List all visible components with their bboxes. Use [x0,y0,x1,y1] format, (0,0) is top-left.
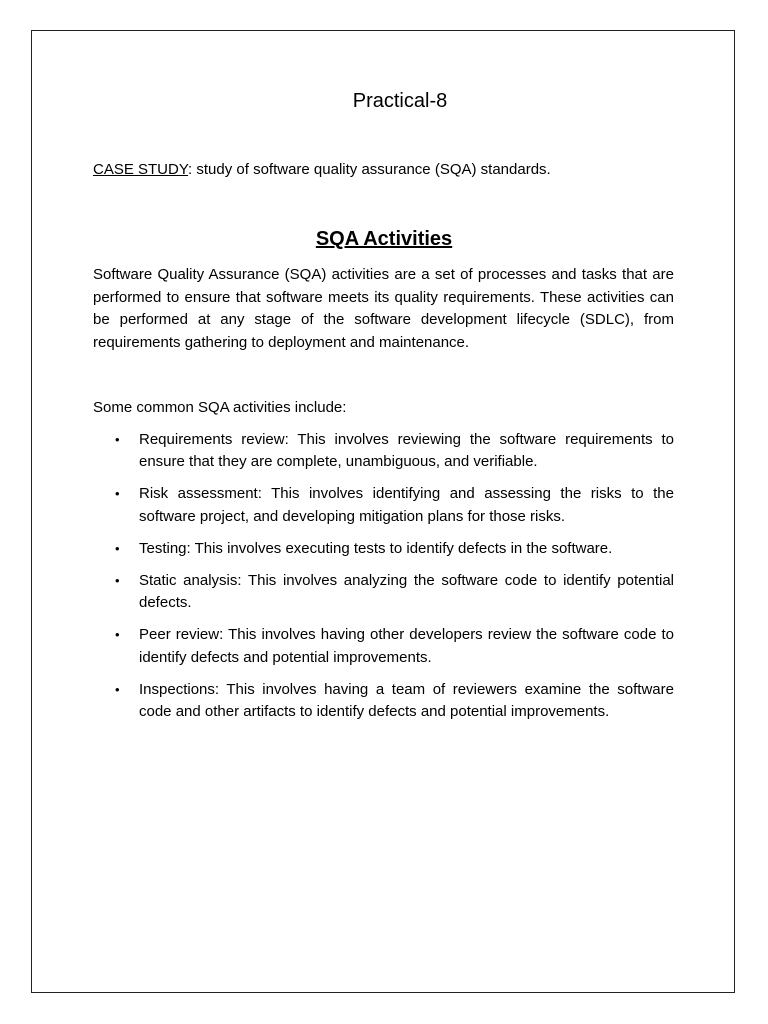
bullet-icon: • [115,432,120,447]
page-title: Practical-8 [352,90,448,112]
list-item-text: Inspections: This involves having a team of reviewers examine the software code and other artifacts to identify defects and potential improvements. [139,680,674,721]
list-item-text: Static analysis: This involves analyzing the software code to identify potential defects. [139,571,674,612]
bullet-icon: • [115,486,120,502]
list-item-text: Testing: This involves executing tests to identify defects in the software. [139,539,613,557]
case-study-line [93,159,693,181]
list-item [93,538,674,560]
case-study-text: : study of software quality assurance (SQA) standards. [188,161,551,178]
intro-paragraph: Software Quality Assurance (SQA) activities are a set of processes and tasks that are performed to ensure that software meets its quality requirements. These activities can be performed at any stage of the software development lifecycle (SDLC), from requirements gathering to deployment and maintenance. [93,266,674,351]
list-item [93,624,674,669]
bullet-icon: • [115,627,120,643]
bullet-icon: • [115,681,120,697]
list-item [93,429,674,474]
list-item-text: Requirements review: This involves reviewing the software requirements to ensure that they are complete, unambiguous, and verifiable. [139,431,674,471]
section-heading: SQA Activities [315,228,453,250]
list-item-text: Risk assessment: This involves identifying and assessing the risks to the software project, and developing mitigation plans for those risks. [139,485,674,525]
case-study-label: CASE STUDY [93,161,189,178]
list-item [93,570,674,615]
list-item [93,483,674,528]
list-item [93,679,674,724]
bullet-icon: • [115,540,120,556]
bullet-icon: • [115,572,120,588]
list-intro: Some common SQA activities include: [93,399,347,416]
list-item-text: Peer review: This involves having other developers review the software code to identify defects and potential improvements. [139,626,674,666]
activities-list [93,429,674,733]
